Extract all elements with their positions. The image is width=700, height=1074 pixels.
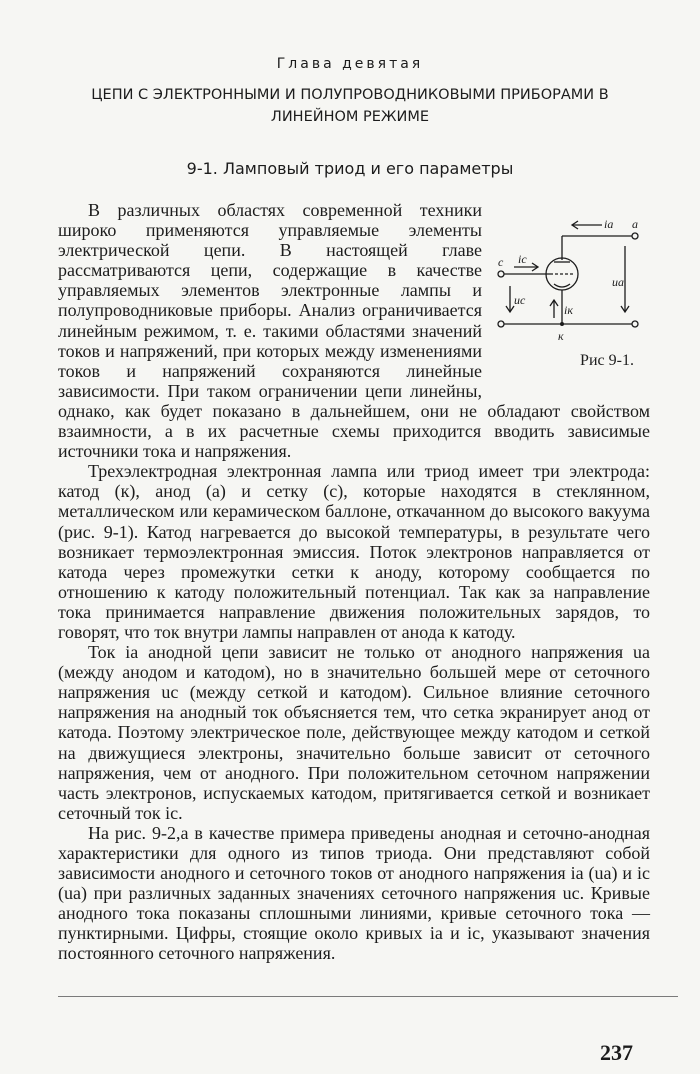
paragraph-2: Трехэлектродная электронная лампа или триод имеет три электрода: катод (к), анод (а) и сетку (с), которые находятся в стеклянном, металлическом или керамическом баллоне, откачанном до высокого вакуума (рис. 9-1). Катод нагревается до высокой температуры, в результате чего возникает термоэлектронная эмиссия. Поток электронов направляется от катода через промежутки сетки к аноду, которому сообщается по отношению к катоду положительный потенциал. Так как за направление тока принимается направление движения положительных зарядов, то говорят, что ток внутри лампы направлен от анода к катоду. xyxy=(58,461,650,642)
label-anode-voltage: uа xyxy=(612,275,624,289)
label-anode: а xyxy=(632,217,638,231)
page-number: 237 xyxy=(600,1040,633,1065)
section-title: 9-1. Ламповый триод и его параметры xyxy=(186,159,514,178)
body-text xyxy=(58,200,650,964)
label-cathode-current: iк xyxy=(564,303,573,317)
paragraph-3: Ток iа анодной цепи зависит не только от анодного напряжения uа (между анодом и катодом), но в значительно большей мере от сеточного напряжения uс (между сеткой и катодом). Сильное влияние сеточного напряжения на анодный ток объясняется тем, что сетка экранирует анод от катода. Поэтому электрическое поле, действующее между катодом и сеткой на движущиеся электроны, значительно больше зависит от сеточного напряжения, чем от анодного. При положительном сеточном напряжении часть электронов, испускаемых катодом, притягивается сеткой и возникает сеточный ток iс. xyxy=(58,642,650,823)
anode-terminal xyxy=(632,233,638,239)
label-grid: с xyxy=(498,255,504,269)
paragraph-4: На рис. 9-2,а в качестве примера приведены анодная и сеточно-анодная характеристики для одного из типов триода. Они представляют собой зависимости анодного и сеточного токов от анодного напряжения iа (uа) и iс (uа) при различных заданных значениях сеточного напряжения uс. Кривые анодного тока показаны сплошными линиями, кривые сеточного тока — пунктирными. Цифры, стоящие около кривых iа и iс, указывают значения постоянного сеточного напряжения. xyxy=(58,822,650,964)
paragraph-1 xyxy=(58,200,650,461)
paragraph-1-text: В различных областях современной техники широко применяются управляемые элементы электрической цепи. В настоящей главе рассматриваются цепи, содержащие в качестве управляемых элементов электронные лампы и полупроводниковые приборы. Анализ ограничивается линейным режимом, т. е. такими областями значений токов и напряжений, при которых между изменениями токов и напряжений сохраняются линейные зависимости. При таком ограничении цепи линейны, однако, как будет показано в дальнейшем, они не обладают свойством взаимности, а в их расчетные схемы приходится вводить зависимые источники тока и напряжения. xyxy=(58,200,650,462)
label-grid-current: iс xyxy=(518,252,527,266)
chapter-title: ЦЕПИ С ЭЛЕКТРОННЫМИ И ПОЛУПРОВОДНИКОВЫМИ ПРИБОРАМИ В ЛИНЕЙНОМ РЕЖИМЕ xyxy=(91,87,609,125)
label-cathode: к xyxy=(558,329,564,343)
triode-circuit-diagram xyxy=(492,206,650,351)
label-grid-voltage: uс xyxy=(514,293,526,307)
grid-terminal xyxy=(498,271,504,277)
chapter-heading: Глава девятая xyxy=(276,56,424,72)
label-anode-current: iа xyxy=(604,217,614,231)
figure-9-1 xyxy=(492,206,650,386)
bottom-rule xyxy=(58,996,678,997)
figure-caption: Рис 9-1. xyxy=(580,352,634,369)
